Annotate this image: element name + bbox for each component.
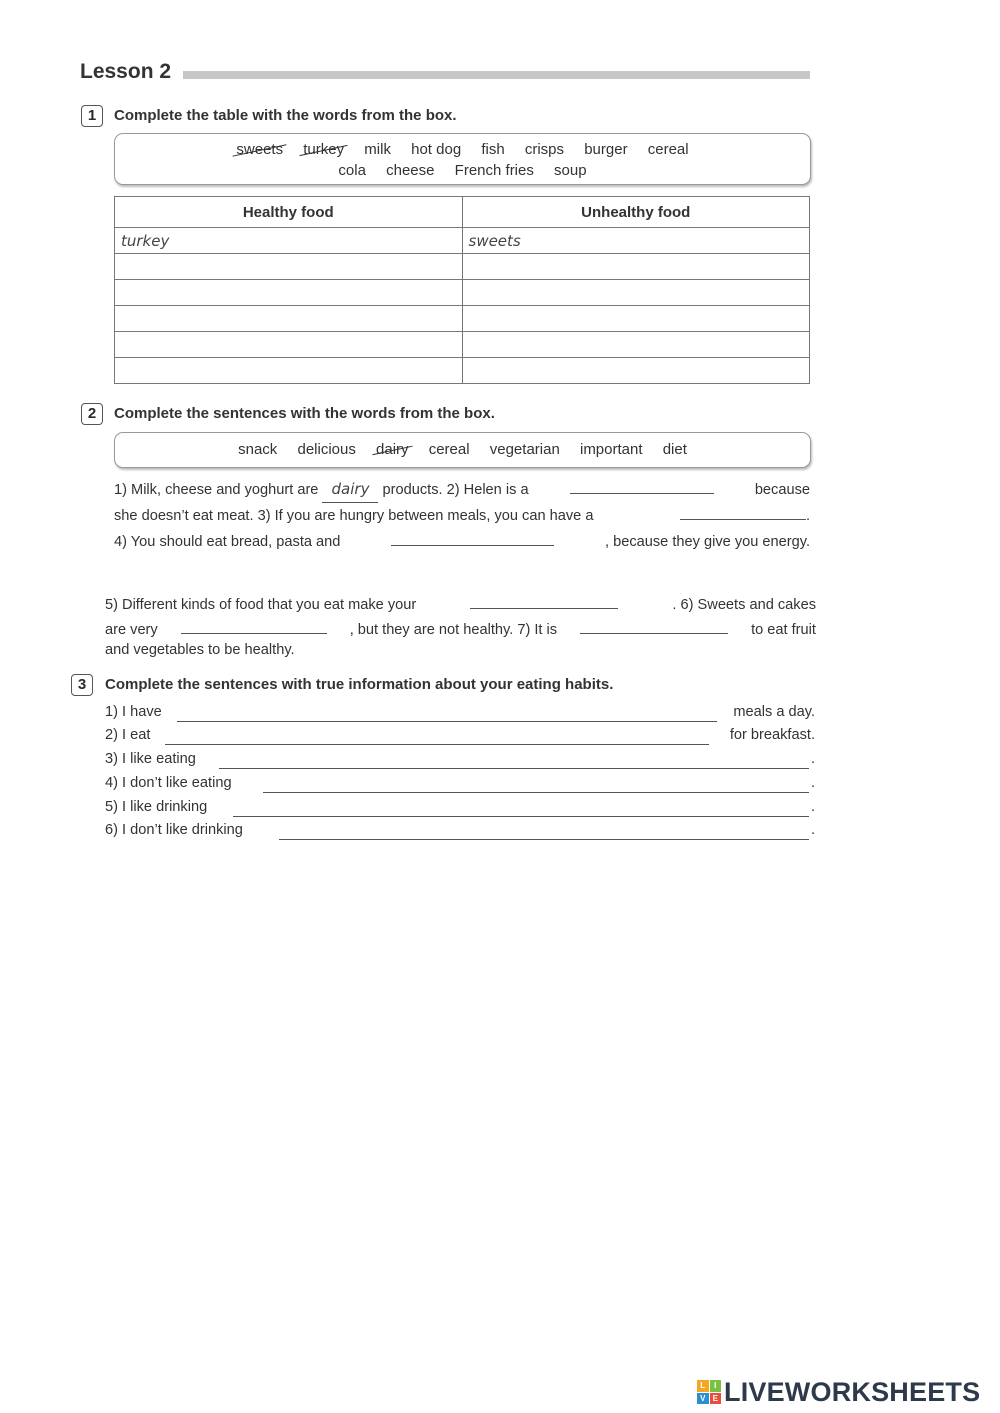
sentence-line-5 (105, 617, 816, 642)
habit-line-end: . (810, 799, 815, 815)
sentence-text (114, 476, 529, 503)
table-row (115, 306, 810, 332)
table-row (115, 280, 810, 306)
habit-line-2 (105, 725, 815, 745)
exercise-2-sentences-block-2 (105, 592, 816, 658)
lesson-title: Lesson 2 (80, 60, 172, 83)
word-cereal: cereal (647, 141, 689, 158)
word-crisps: crisps (524, 141, 565, 158)
habit-line-start: 6) I don’t like drinking (105, 822, 243, 838)
logo-mark-tile-1: L (697, 1380, 709, 1392)
exercise-2-number: 2 (81, 403, 103, 425)
word-diet: diet (662, 441, 687, 458)
answer-line[interactable] (233, 816, 809, 817)
table-cell-unhealthy[interactable] (462, 358, 810, 384)
sentence-line-6: and vegetables to be healthy. (105, 642, 295, 658)
habit-line-start: 1) I have (105, 704, 162, 720)
habit-line-5 (105, 797, 815, 817)
exercise-1-word-box (114, 133, 811, 185)
table-row (115, 254, 810, 280)
word-burger: burger (584, 141, 628, 158)
word-vegetarian: vegetarian (489, 441, 560, 458)
exercise-3-number: 3 (71, 674, 93, 696)
answer-field-2[interactable] (570, 477, 714, 494)
answer-field-5[interactable] (470, 592, 618, 609)
word-snack: snack (238, 441, 278, 458)
sentence-6-start: . 6) Sweets and cakes (672, 597, 816, 613)
word-box-line (115, 441, 810, 458)
exercise-1-instruction: Complete the table with the words from the box. (114, 107, 457, 124)
table-cell-healthy[interactable] (115, 280, 463, 306)
liveworksheets-logo-icon (697, 1380, 721, 1404)
header-unhealthy-food: Unhealthy food (462, 197, 810, 228)
word-dairy: dairy (376, 441, 409, 458)
word-turkey: turkey (303, 141, 345, 158)
sentence-4-start: 4) You should eat bread, pasta and (114, 534, 341, 550)
answer-line[interactable] (279, 839, 809, 840)
sentence-5-start: 5) Different kinds of food that you eat make your (105, 597, 417, 613)
sentence-3-text: she doesn’t eat meat. 3) If you are hungry between meals, you can have a (114, 508, 594, 524)
logo-text: LIVEWORKSHEETS (724, 1376, 981, 1407)
exercise-2-instruction: Complete the sentences with the words from the box. (114, 405, 495, 422)
exercise-3-instruction: Complete the sentences with true information about your eating habits. (105, 676, 614, 693)
word-box-line-2 (115, 162, 810, 179)
word-hot-dog: hot dog (411, 141, 462, 158)
answer-line[interactable] (263, 792, 809, 793)
habit-line-end: for breakfast. (729, 727, 815, 743)
answer-line[interactable] (219, 768, 809, 769)
word-cola: cola (338, 162, 366, 179)
sentence-7-start: , but they are not healthy. 7) It is (349, 622, 558, 638)
word-important: important (579, 441, 643, 458)
habit-line-3 (105, 749, 815, 769)
exercise-1-number: 1 (81, 105, 103, 127)
table-header-row (115, 197, 810, 228)
sentence-2-start: products. 2) Helen is a (382, 482, 529, 498)
sentence-1-start: 1) Milk, cheese and yoghurt are (114, 482, 319, 498)
answer-line[interactable] (177, 721, 717, 722)
exercise-2-sentences-block-1 (114, 476, 810, 555)
answer-field-3-wrap: . (680, 503, 810, 529)
table-cell-healthy[interactable]: turkey (115, 228, 463, 254)
lesson-title-bar (183, 71, 810, 79)
word-french-fries: French fries (454, 162, 534, 179)
food-table (114, 196, 810, 384)
answer-line[interactable] (165, 744, 709, 745)
habit-line-end: . (810, 775, 815, 791)
habit-line-start: 4) I don’t like eating (105, 775, 232, 791)
sentence-line-1 (114, 476, 810, 503)
sentence-line-2 (114, 503, 810, 529)
table-cell-healthy[interactable] (115, 254, 463, 280)
habit-line-1 (105, 702, 815, 722)
table-cell-unhealthy[interactable]: sweets (462, 228, 810, 254)
word-sweets: sweets (236, 141, 284, 158)
table-cell-healthy[interactable] (115, 358, 463, 384)
sentence-2-end: because (754, 482, 810, 498)
table-row (115, 358, 810, 384)
answer-field-4[interactable] (391, 529, 554, 546)
sentence-line-4 (105, 592, 816, 617)
table-cell-unhealthy[interactable] (462, 280, 810, 306)
logo-mark-tile-3: V (697, 1393, 709, 1405)
table-row (115, 228, 810, 254)
table-cell-healthy[interactable] (115, 306, 463, 332)
word-milk: milk (364, 141, 391, 158)
header-healthy-food: Healthy food (115, 197, 463, 228)
word-cereal: cereal (428, 441, 470, 458)
answer-field-6[interactable] (181, 617, 327, 634)
answer-field-dairy[interactable]: dairy (322, 476, 378, 503)
sentence-6-mid: are very (105, 622, 158, 638)
sentence-7-mid: to eat fruit (751, 622, 816, 638)
logo-mark-tile-4: E (710, 1393, 722, 1405)
sentence-line-3 (114, 529, 810, 555)
table-cell-unhealthy[interactable] (462, 332, 810, 358)
answer-field-3[interactable] (680, 503, 806, 520)
table-cell-unhealthy[interactable] (462, 306, 810, 332)
habit-line-4 (105, 773, 815, 793)
habit-line-6 (105, 820, 815, 840)
habit-line-start: 3) I like eating (105, 751, 196, 767)
word-soup: soup (554, 162, 587, 179)
sentence-4-end: , because they give you energy. (605, 534, 810, 550)
habit-line-end: . (810, 822, 815, 838)
word-box-line-1 (115, 141, 810, 158)
table-cell-unhealthy[interactable] (462, 254, 810, 280)
logo-mark-tile-2: I (710, 1380, 722, 1392)
word-fish: fish (481, 141, 505, 158)
habit-line-start: 5) I like drinking (105, 799, 208, 815)
exercise-2-word-box (114, 432, 811, 468)
answer-field-7[interactable] (580, 617, 728, 634)
liveworksheets-logo[interactable] (697, 1378, 980, 1406)
habit-line-end: . (810, 751, 815, 767)
table-row (115, 332, 810, 358)
table-cell-healthy[interactable] (115, 332, 463, 358)
habit-line-end: meals a day. (733, 704, 815, 720)
word-cheese: cheese (386, 162, 435, 179)
word-delicious: delicious (297, 441, 356, 458)
habit-line-start: 2) I eat (105, 727, 151, 743)
